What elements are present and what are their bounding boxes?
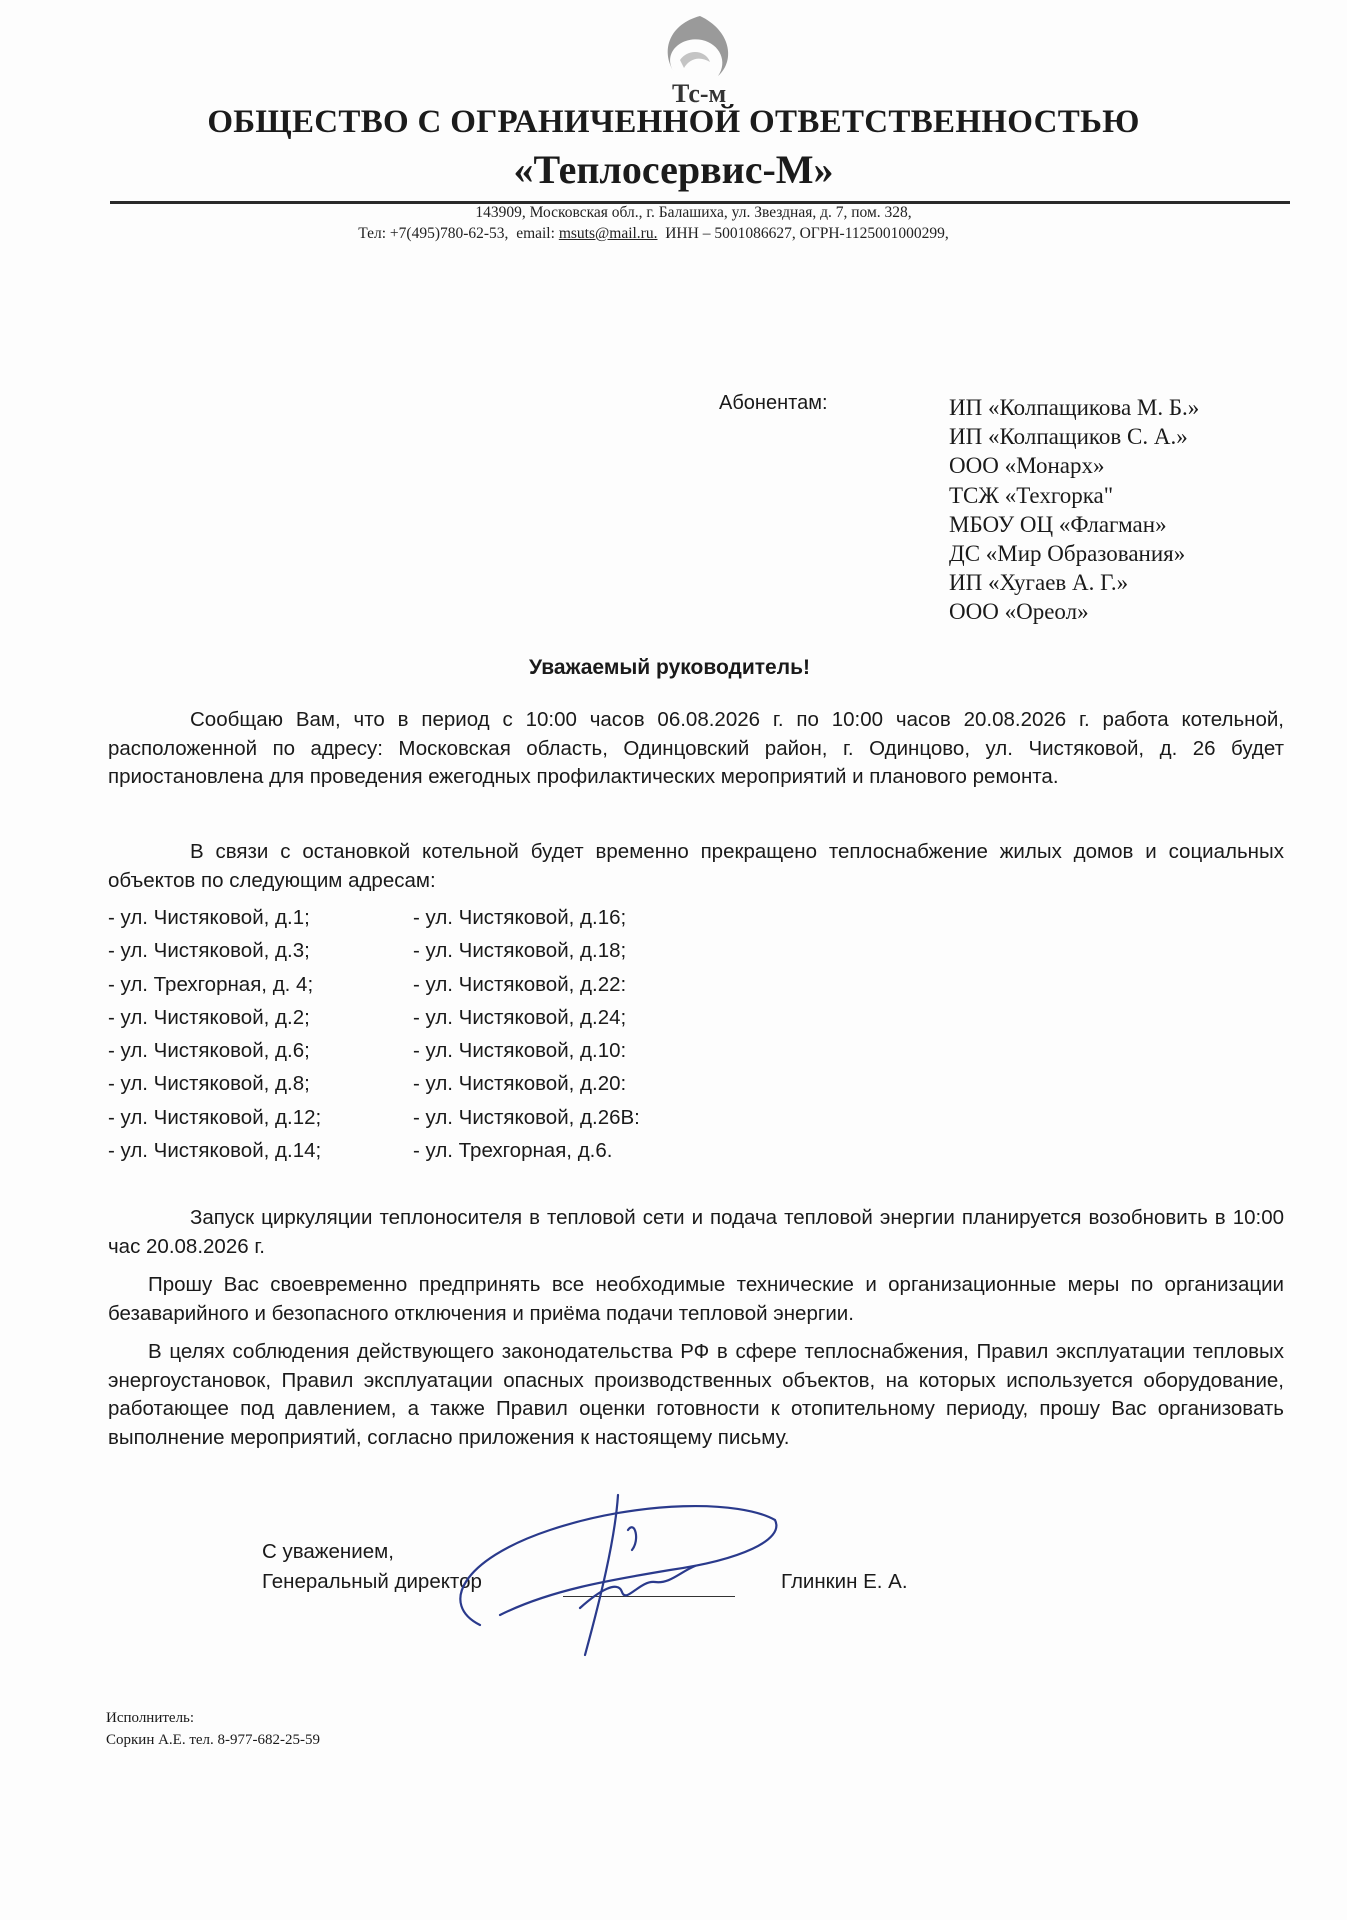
list-item: - ул. Чистяковой, д.14; (108, 1139, 322, 1163)
company-address (0, 204, 1347, 222)
list-item: - ул. Трехгорная, д. 4; (108, 972, 314, 996)
phone-text: Тел: +7(495)780-62-53, (358, 225, 509, 242)
registration-text: ИНН – 5001086627, ОГРН-1125001000299, (665, 225, 949, 242)
address-column-left (108, 901, 321, 1167)
list-item: - ул. Трехгорная, д.6. (413, 1139, 613, 1163)
list-item: - ул. Чистяковой, д.26В: (413, 1105, 640, 1129)
list-item: - ул. Чистяковой, д.18; (413, 939, 627, 963)
list-item: - ул. Чистяковой, д.22: (413, 972, 627, 996)
list-item: - ул. Чистяковой, д.8; (108, 1072, 310, 1096)
executor-info: Соркин А.Е. тел. 8-977-682-25-59 (106, 1732, 321, 1748)
executor-label: Исполнитель: (106, 1710, 195, 1726)
recipient-item: ООО «Ореол» (949, 599, 1089, 625)
recipient-item: ИП «Колпащикова М. Б.» (949, 395, 1200, 420)
email-prefix: email: (516, 225, 555, 242)
company-contacts (0, 225, 1347, 243)
list-item: - ул. Чистяковой, д.6; (108, 1039, 310, 1063)
list-item: - ул. Чистяковой, д.1; (108, 906, 310, 929)
recipient-item: ИП «Колпащиков С. А.» (949, 424, 1188, 450)
list-item: - ул. Чистяковой, д.2; (108, 1005, 310, 1029)
body-paragraph: Прошу Вас своевременно предпринять все необходимые технические и организационные меры по организации безаварийного и безопасного отключения и приёма подачи тепловой энергии. (108, 1273, 1284, 1325)
list-item: - ул. Чистяковой, д.3; (108, 939, 310, 963)
list-item: - ул. Чистяковой, д.16; (413, 906, 627, 929)
list-item: - ул. Чистяковой, д.24; (413, 1005, 627, 1029)
recipient-item: ТСЖ «Техгорка" (949, 482, 1114, 508)
body-paragraph: Запуск циркуляции теплоносителя в тепловой сети и подача тепловой энергии планируется возобновить в 10:00 час 20.08.2026 г. (108, 1206, 1284, 1258)
recipient-item: ДС «Мир Образования» (949, 541, 1186, 567)
address-text: 143909, Московская обл., г. Балашиха, ул. Звездная, д. 7, пом. 328, (475, 204, 912, 221)
recipient-item: ИП «Хугаев А. Г.» (949, 570, 1129, 596)
org-name: «Теплосервис-М» (513, 147, 834, 192)
recipients-list (949, 393, 1199, 627)
recipients-label: Абонентам: (719, 392, 828, 414)
recipient-item: ООО «Монарх» (949, 453, 1105, 479)
email-link[interactable]: msuts@mail.ru. (558, 225, 658, 242)
svg-text:Тс-м: Тс-м (672, 79, 727, 108)
company-logo (640, 10, 750, 110)
body-paragraph: Сообщаю Вам, что в период с 10:00 часов 06.08.2026 г. по 10:00 часов 20.08.2026 г. работа котельной, расположенной по адресу: Московская область, Одинцовский район, г. Одинцово, ул. Чистяковой, д. 26 будет приостановлена для проведения ежегодных профилактических мероприятий и планового ремонта. (108, 708, 1284, 788)
signer-title: Генеральный директор (262, 1570, 482, 1593)
recipient-item: МБОУ ОЦ «Флагман» (949, 511, 1167, 537)
signer-name: Глинкин Е. А. (781, 1570, 908, 1593)
list-item: - ул. Чистяковой, д.10: (413, 1039, 627, 1063)
address-column-right (413, 901, 640, 1167)
body-paragraph: В целях соблюдения действующего законодательства РФ в сфере теплоснабжения, Правил эксплуатации тепловых энергоустановок, Правил эксплуатации опасных производственных объектов, на которых используется оборудование, работающее под давлением, а также Правил оценки готовности к отопительному периоду, прошу Вас организовать выполнение мероприятий, согласно приложения к настоящему письму. (108, 1340, 1284, 1449)
closing-regards: С уважением, (262, 1540, 394, 1563)
list-item: - ул. Чистяковой, д.12; (108, 1105, 322, 1129)
list-item: - ул. Чистяковой, д.20: (413, 1072, 627, 1096)
handwritten-signature (440, 1480, 790, 1665)
body-paragraph: В связи с остановкой котельной будет временно прекращено теплоснабжение жилых домов и социальных объектов по следующим адресам: (108, 840, 1284, 892)
greeting: Уважаемый руководитель! (529, 656, 810, 679)
org-form: ОБЩЕСТВО С ОГРАНИЧЕННОЙ ОТВЕТСТВЕННОСТЬЮ (207, 104, 1140, 140)
